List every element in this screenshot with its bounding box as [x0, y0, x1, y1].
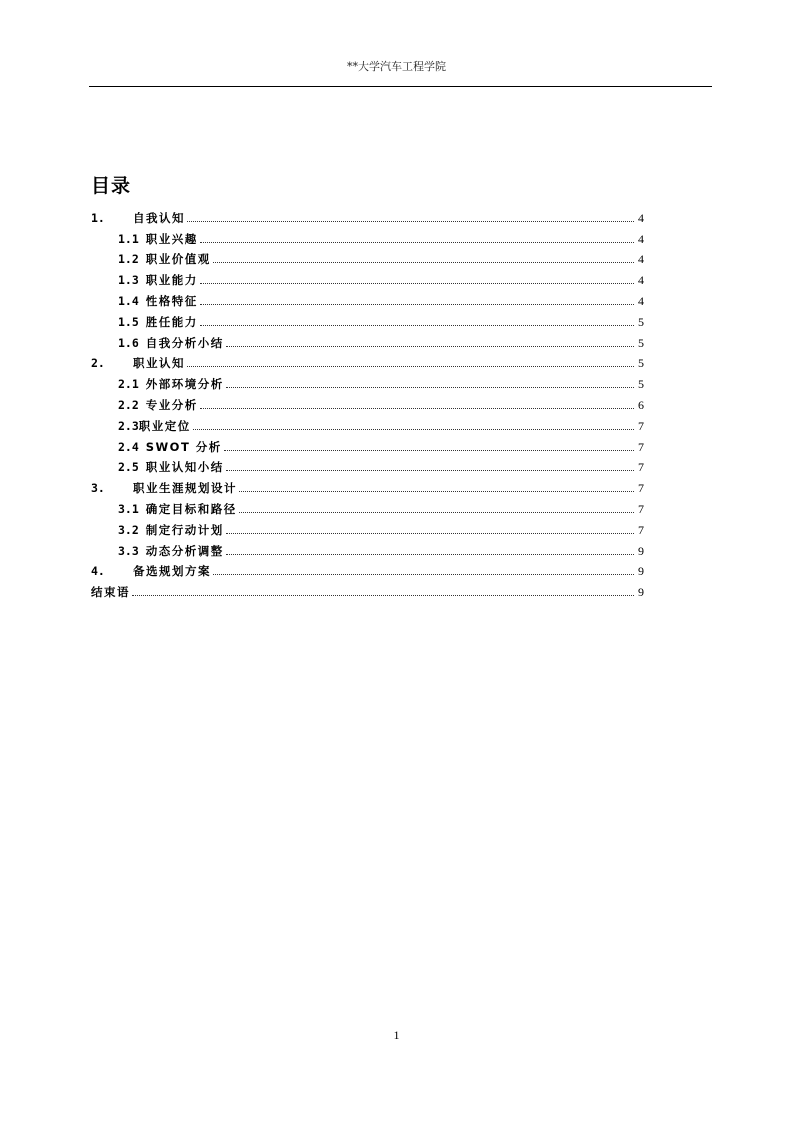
toc-entry-number: 4.	[91, 564, 105, 579]
toc-entry-page: 4	[638, 252, 644, 267]
toc-entry-number: 1.2	[118, 252, 146, 267]
toc-entry-page: 5	[638, 314, 644, 329]
toc-entry[interactable]	[91, 287, 644, 308]
toc-entry-number: 2.	[91, 356, 105, 371]
toc-entry-page: 5	[638, 377, 644, 392]
toc-entry[interactable]	[91, 558, 644, 579]
toc-entry-number: 1.3	[118, 273, 146, 288]
page-number: 1	[393, 1028, 400, 1042]
toc-entry[interactable]	[91, 412, 644, 433]
toc-entry[interactable]	[91, 246, 644, 267]
toc-leader-dots	[226, 554, 634, 555]
toc-leader-dots	[132, 595, 634, 596]
toc-entry-label: 自我分析小结	[145, 335, 224, 350]
toc-entry-number: 3.1	[118, 501, 146, 516]
toc-leader-dots	[200, 304, 634, 305]
toc-entry-number: 2.5	[118, 460, 146, 475]
toc-entry-number: 3.2	[118, 522, 146, 537]
toc-entry-label: 动态分析调整	[145, 543, 224, 558]
toc-leader-dots	[200, 325, 634, 326]
toc-entry-label: 胜任能力	[145, 314, 198, 329]
toc-entry-page: 4	[638, 231, 644, 246]
toc-entry[interactable]	[91, 225, 644, 246]
toc-entry[interactable]	[91, 474, 644, 495]
toc-entry-page: 4	[638, 210, 644, 225]
toc-entry-label: 外部环境分析	[145, 377, 224, 392]
toc-entry[interactable]	[91, 308, 644, 329]
toc-entry-label: 结束语	[91, 585, 130, 600]
toc-entry-page: 7	[638, 418, 644, 433]
toc-title: 目录	[91, 175, 132, 197]
toc-entry-page: 7	[638, 439, 644, 454]
toc-entry-label: 职业生涯规划设计	[133, 481, 237, 496]
toc-entry[interactable]	[91, 516, 644, 537]
toc-entry[interactable]	[91, 266, 644, 287]
toc-entry-page: 9	[638, 543, 644, 558]
toc-entry-page: 7	[638, 460, 644, 475]
toc-leader-dots	[187, 366, 634, 367]
toc-leader-dots	[226, 387, 634, 388]
toc-entry-label: SWOT 分析	[145, 439, 222, 454]
table-of-contents	[91, 204, 644, 599]
toc-entry-label: 自我认知	[133, 210, 185, 225]
toc-leader-dots	[226, 470, 634, 471]
toc-entry-page: 9	[638, 564, 644, 579]
toc-entry-label: 职业价值观	[145, 252, 211, 267]
page-header: **大学汽车工程学院	[347, 60, 446, 73]
toc-entry-number: 3.3	[118, 543, 146, 558]
toc-entry-page: 4	[638, 293, 644, 308]
toc-entry-label: 职业能力	[145, 273, 198, 288]
toc-leader-dots	[213, 262, 634, 263]
toc-entry-page: 7	[638, 501, 644, 516]
header-divider	[89, 86, 712, 87]
toc-leader-dots	[187, 221, 634, 222]
toc-entry[interactable]	[91, 433, 644, 454]
toc-entry-label: 职业认知小结	[145, 460, 224, 475]
toc-entry-number: 2.1	[118, 377, 146, 392]
toc-leader-dots	[226, 533, 634, 534]
toc-entry-number: 1.1	[118, 231, 146, 246]
toc-entry-label: 专业分析	[145, 397, 198, 412]
toc-entry-page: 7	[638, 481, 644, 496]
toc-entry[interactable]	[91, 329, 644, 350]
toc-entry-label: 职业认知	[133, 356, 185, 371]
toc-entry-number: 1.6	[118, 335, 146, 350]
toc-entry-number: 1.	[91, 210, 105, 225]
toc-entry[interactable]	[91, 350, 644, 371]
toc-entry-page: 5	[638, 356, 644, 371]
toc-leader-dots	[239, 491, 634, 492]
toc-entry-label: 职业定位	[138, 418, 191, 433]
toc-entry-number: 2.2	[118, 397, 146, 412]
toc-entry-label: 确定目标和路径	[145, 501, 237, 516]
toc-entry-number: 3.	[91, 481, 105, 496]
toc-entry-page: 7	[638, 522, 644, 537]
toc-entry[interactable]	[91, 537, 644, 558]
toc-entry[interactable]	[91, 370, 644, 391]
toc-entry[interactable]	[91, 204, 644, 225]
toc-leader-dots	[239, 512, 634, 513]
toc-leader-dots	[213, 574, 634, 575]
toc-entry-label: 性格特征	[145, 293, 198, 308]
toc-leader-dots	[200, 283, 634, 284]
toc-entry-label: 制定行动计划	[145, 522, 224, 537]
toc-entry-number: 2.4	[118, 439, 146, 454]
toc-entry-page: 6	[638, 397, 644, 412]
toc-entry-page: 4	[638, 273, 644, 288]
toc-entry-page: 9	[638, 585, 644, 600]
toc-leader-dots	[200, 242, 634, 243]
toc-entry-page: 5	[638, 335, 644, 350]
toc-leader-dots	[200, 408, 634, 409]
toc-entry-label: 备选规划方案	[133, 564, 211, 579]
toc-entry-number: 1.4	[118, 293, 146, 308]
toc-entry[interactable]	[91, 454, 644, 475]
toc-leader-dots	[226, 346, 634, 347]
toc-entry[interactable]	[91, 578, 644, 599]
toc-entry[interactable]	[91, 391, 644, 412]
toc-entry-number: 1.5	[118, 314, 146, 329]
toc-entry-label: 职业兴趣	[145, 231, 198, 246]
toc-leader-dots	[224, 450, 634, 451]
toc-entry-number: 2.3	[118, 418, 139, 433]
toc-entry[interactable]	[91, 495, 644, 516]
toc-leader-dots	[193, 429, 634, 430]
